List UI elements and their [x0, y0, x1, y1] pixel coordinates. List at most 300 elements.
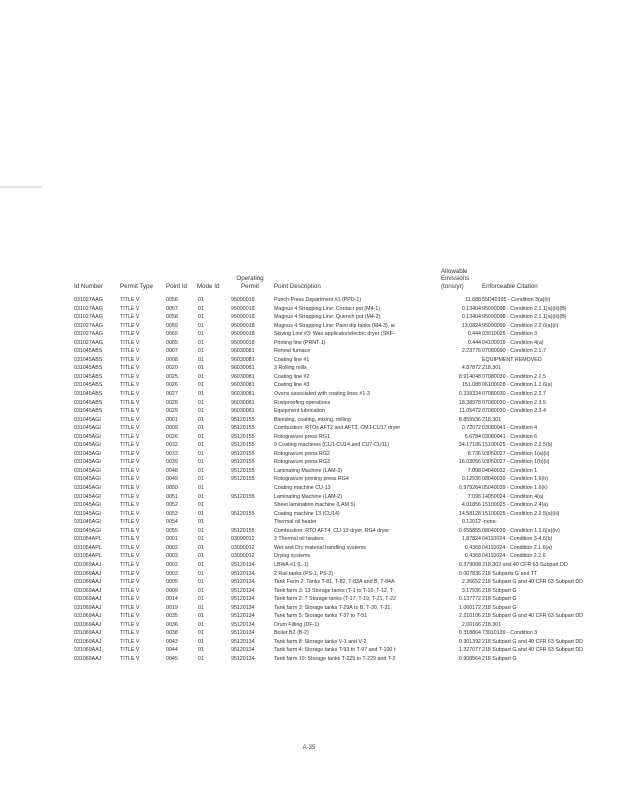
table-row [0, 629, 618, 638]
cell-mode-id: 01 [198, 613, 204, 620]
cell-id-number: 031069AAJ [74, 655, 102, 662]
cell-point-id: 0009 [166, 425, 178, 432]
cell-point-description: Thermal oil heater [274, 519, 317, 526]
cell-emissions: 0.4368 [464, 553, 481, 560]
cell-permit-type: TITLE V [120, 331, 140, 338]
cell-id-number: 031045AGI [74, 433, 101, 440]
cell-point-description: Rotogravure press RG2 [274, 450, 330, 457]
cell-operating-permit: 95120134 [231, 587, 255, 594]
cell-operating-permit: 96030081 [231, 373, 255, 380]
cell-point-description: Tank farm 3: Storage tanks T-29A to B, T-30, T-31, [274, 604, 392, 611]
table-row [0, 296, 618, 305]
cell-point-description: Punch Press Department #1 (PPD-1) [274, 297, 362, 303]
cell-permit-type: TITLE V [120, 314, 140, 321]
cell-operating-permit: 95120134 [231, 630, 255, 637]
cell-point-description: Ovens associated with coating lines #1-3 [274, 391, 370, 398]
header-id-number: Id Number [74, 282, 103, 290]
cell-emissions: 0.444 [467, 331, 481, 338]
header-permit-type: Permit Type [120, 282, 153, 290]
cell-emissions: 1.87824 [461, 536, 481, 543]
cell-citation: 93050027 - Condition 1(b)(ii) [482, 459, 550, 466]
cell-operating-permit: 95120155 [231, 442, 255, 449]
cell-id-number: 031069AAJ [74, 579, 102, 586]
cell-emissions: 2.23776 [461, 348, 481, 355]
cell-citation: 07080090 - Condition 2.1.7 [482, 348, 546, 355]
cell-mode-id: 01 [198, 647, 204, 654]
cell-point-id: 0029 [166, 408, 178, 415]
cell-mode-id: 01 [198, 356, 204, 363]
cell-citation: 218 Subpart G [482, 587, 517, 594]
cell-point-id: 0001 [166, 536, 178, 543]
cell-citation: 04110024 - Condition 3-4.6(b) [482, 536, 553, 543]
table-row [0, 604, 618, 613]
cell-point-description: Sheet lamination machine (LAM 5) [274, 502, 356, 509]
cell-operating-permit: 95120155 [231, 416, 255, 423]
cell-emissions: 3.17936 [461, 587, 481, 594]
header-point-id: Point Id [166, 282, 187, 290]
cell-emissions: 7.098 [467, 467, 481, 474]
cell-permit-type: TITLE V [120, 527, 140, 534]
cell-emissions: 11.688 [465, 297, 481, 303]
cell-point-description: Coating machine CU-13 [274, 485, 331, 492]
cell-id-number: 031045ABS [74, 348, 103, 355]
cell-id-number: 031045AGI [74, 442, 101, 449]
cell-operating-permit: 95090018 [231, 314, 255, 321]
cell-id-number: 031027AAG [74, 322, 103, 329]
cell-citation: 218 Subpart G and 40 CFR 63 Subpart DD [482, 613, 583, 620]
cell-permit-type: TITLE V [120, 604, 140, 611]
table-row [0, 535, 618, 544]
header-mode-id: Mode Id [197, 282, 220, 290]
cell-citation: 15100025 - Condition 2.2.5(b) [482, 442, 553, 449]
cell-mode-id: 01 [198, 365, 204, 372]
cell-point-description: Rotogravure press RG3 [274, 459, 330, 466]
cell-point-id: 0050 [166, 485, 178, 492]
cell-point-id: 0026 [166, 433, 178, 440]
table-row [0, 578, 618, 587]
cell-mode-id: 01 [198, 391, 204, 398]
table-row [0, 501, 618, 510]
table-row [0, 313, 618, 322]
cell-mode-id: 01 [198, 485, 204, 492]
scan-mark [0, 186, 42, 188]
cell-mode-id: 01 [198, 604, 204, 611]
cell-emissions: 0.908564 [458, 655, 481, 662]
cell-operating-permit: 96030081 [231, 391, 255, 398]
cell-operating-permit: 95120155 [231, 425, 255, 432]
permit-table [0, 296, 618, 664]
cell-operating-permit: 95120134 [231, 604, 255, 611]
cell-mode-id: 01 [198, 655, 204, 662]
table-row [0, 612, 618, 621]
cell-mode-id: 01 [198, 621, 204, 628]
cell-citation: 15100025 - Condition 2.2.5(a)(iii) [482, 510, 560, 517]
cell-point-description: Coating line #3 [274, 382, 310, 389]
cell-emissions: 8.736 [467, 450, 481, 457]
cell-point-description: Drying systems [274, 553, 311, 560]
cell-emissions: 0.12012 [461, 519, 481, 526]
cell-citation: 218 Subpart G [482, 604, 517, 611]
cell-point-description: 2 Rail tanks (PS-1, PS-2) [274, 570, 334, 577]
cell-operating-permit: 03090012 [231, 544, 255, 551]
cell-point-id: 0085 [166, 339, 178, 346]
header-operating-permit: Operating Permit [236, 275, 264, 290]
cell-mode-id: 01 [198, 399, 204, 406]
cell-citation: 07080030 - Condition 2.2.5 [482, 373, 546, 380]
cell-id-number: 031045ABS [74, 408, 103, 415]
cell-mode-id: 01 [198, 519, 204, 526]
cell-point-id: 0001 [166, 416, 178, 423]
cell-operating-permit: 95090018 [231, 297, 255, 303]
cell-permit-type: TITLE V [120, 638, 140, 645]
cell-citation: 07080030 - Condition 2.3.4 [482, 408, 546, 415]
cell-citation: 05040039 - Condition 1.6(k) [482, 485, 548, 492]
table-row [0, 330, 618, 339]
cell-point-description: Tank farm 5: Storage tanks T-37 to T-51 [274, 613, 368, 620]
cell-citation: 218 Subparts G and TT [482, 570, 538, 577]
cell-operating-permit: 95120134 [231, 621, 255, 628]
cell-point-id: 0035 [166, 613, 178, 620]
cell-emissions: 8.914048 [458, 373, 481, 380]
cell-id-number: 031045AGI [74, 527, 101, 534]
cell-permit-type: TITLE V [120, 510, 140, 517]
cell-permit-type: TITLE V [120, 544, 140, 551]
cell-emissions: 0.979264 [458, 485, 481, 492]
cell-point-id: 0036 [166, 621, 178, 628]
cell-id-number: 031054APL [74, 536, 102, 543]
cell-id-number: 031045AGI [74, 450, 101, 457]
cell-point-description: Magnus 4 Strapping Line: Quench pot (M4-2) [274, 314, 381, 321]
cell-operating-permit: 95090018 [231, 331, 255, 338]
cell-citation: 06100028 - Condition 1.1.6(a) [482, 382, 553, 389]
cell-permit-type: TITLE V [120, 536, 140, 543]
cell-point-id: 0008 [166, 356, 178, 363]
cell-point-description: Rotogravure press RG1 [274, 433, 330, 440]
cell-operating-permit: 96030081 [231, 348, 255, 355]
cell-permit-type: TITLE V [120, 579, 140, 586]
cell-point-description: Laminating Machine (LAM-3) [274, 467, 343, 474]
cell-point-id: 0009 [166, 587, 178, 594]
cell-emissions: 0.339334 [458, 391, 481, 398]
cell-mode-id: 01 [198, 339, 204, 346]
table-row [0, 484, 618, 493]
cell-point-description: Tank farm 3: 13 Storage tanks (T-1 to T-10, T-12, T- [274, 587, 395, 594]
cell-point-description: Reheat furnace [274, 348, 311, 355]
cell-citation: 218 Subpart G [482, 655, 517, 662]
cell-operating-permit: 95120134 [231, 570, 255, 577]
table-row [0, 510, 618, 519]
cell-permit-type: TITLE V [120, 655, 140, 662]
cell-mode-id: 01 [198, 348, 204, 355]
cell-mode-id: 01 [198, 570, 204, 577]
table-row [0, 356, 618, 365]
cell-permit-type: TITLE V [120, 382, 140, 389]
cell-citation: 93050027 - Condition 1(a)(ii) [482, 450, 550, 457]
header-enforceable-citation: Enforceable Citation [482, 282, 538, 290]
cell-operating-permit: 95120155 [231, 493, 255, 500]
cell-emissions: 0.13404 [461, 305, 481, 312]
cell-operating-permit: 95090018 [231, 339, 255, 346]
cell-id-number: 031069AAJ [74, 621, 102, 628]
cell-permit-type: TITLE V [120, 356, 140, 363]
header-point-description: Point Description [274, 282, 321, 290]
table-row [0, 339, 618, 348]
cell-emissions: 18.38978 [458, 399, 481, 406]
cell-emissions: 0.379008 [458, 561, 481, 568]
cell-emissions: 4.01856 [461, 502, 481, 509]
cell-point-description: 3 Rolling mills [274, 365, 307, 372]
table-row [0, 390, 618, 399]
cell-citation: 218.302 and 40 CFR 63 Subpart DD [482, 561, 568, 568]
cell-citation: EQUIPMENT REMOVED [482, 356, 542, 363]
cell-permit-type: TITLE V [120, 322, 140, 329]
cell-point-description: LBWA #1 (L-1) [274, 561, 309, 568]
cell-point-id: 0039 [166, 459, 178, 466]
cell-point-description: Wet and Dry material handling systems [274, 544, 367, 551]
cell-permit-type: TITLE V [120, 408, 140, 415]
cell-mode-id: 01 [198, 305, 204, 312]
table-row [0, 544, 618, 553]
cell-id-number: 031045AGI [74, 493, 101, 500]
cell-mode-id: 01 [198, 527, 204, 534]
cell-citation: -none- [482, 519, 498, 526]
cell-permit-type: TITLE V [120, 450, 140, 457]
cell-point-description: Boiler B2 (B-2) [274, 630, 309, 637]
cell-id-number: 031069AAJ [74, 570, 102, 577]
cell-id-number: 031069AAJ [74, 587, 102, 594]
cell-id-number: 031069AAJ [74, 630, 102, 637]
cell-mode-id: 01 [198, 416, 204, 423]
cell-point-description: Tank farm 2: 7 Storage tanks (T-17, T-19, T-21, T-22 [274, 596, 396, 603]
table-row [0, 467, 618, 476]
cell-point-description: 3 Thermal oil heaters [274, 536, 324, 543]
table-row [0, 424, 618, 433]
cell-emissions: 0.13404 [461, 314, 481, 321]
table-row [0, 433, 618, 442]
cell-permit-type: TITLE V [120, 442, 140, 449]
cell-id-number: 031045AGI [74, 502, 101, 509]
cell-point-id: 0045 [166, 655, 178, 662]
cell-operating-permit: 03090012 [231, 536, 255, 543]
cell-point-id: 0044 [166, 647, 178, 654]
cell-operating-permit: 95120134 [231, 655, 255, 662]
table-row [0, 638, 618, 647]
cell-id-number: 031045AGI [74, 510, 101, 517]
cell-id-number: 031045ABS [74, 391, 103, 398]
cell-point-description: Magnus 4 Strapping Line: Contact pot (M4-1) [274, 305, 380, 312]
cell-permit-type: TITLE V [120, 613, 140, 620]
cell-id-number: 031045AGI [74, 467, 101, 474]
cell-point-id: 0059 [166, 322, 178, 329]
cell-permit-type: TITLE V [120, 365, 140, 372]
cell-id-number: 031054APL [74, 553, 102, 560]
table-row [0, 527, 618, 536]
cell-citation: 04040032 - Condition 1 [482, 467, 538, 474]
table-row [0, 450, 618, 459]
cell-citation: 218 Subpart G and 40 CFR 63 Subpart DD [482, 579, 583, 586]
table-row [0, 364, 618, 373]
cell-operating-permit: 95120155 [231, 433, 255, 440]
cell-emissions: 0.4368 [464, 544, 481, 551]
cell-point-id: 0038 [166, 630, 178, 637]
cell-point-id: 0003 [166, 553, 178, 560]
cell-point-id: 0065 [166, 331, 178, 338]
cell-operating-permit: 95120134 [231, 613, 255, 620]
cell-operating-permit: 95120155 [231, 450, 255, 457]
cell-permit-type: TITLE V [120, 467, 140, 474]
table-row [0, 587, 618, 596]
cell-operating-permit: 95120134 [231, 561, 255, 568]
cell-permit-type: TITLE V [120, 630, 140, 637]
cell-point-id: 0025 [166, 373, 178, 380]
cell-permit-type: TITLE V [120, 493, 140, 500]
cell-id-number: 031045AGI [74, 416, 101, 423]
cell-point-id: 0054 [166, 519, 178, 526]
cell-permit-type: TITLE V [120, 416, 140, 423]
cell-citation: 218 Subpart G and 40 CFR 63 Subpart DD [482, 638, 583, 645]
header-allowable-emissions: Allowable Emissions (tons/yr) [441, 267, 470, 290]
cell-point-description: Combustion: RTO AFT4, CU-13 dryer, RG4 dryer [274, 527, 390, 534]
cell-permit-type: TITLE V [120, 297, 140, 303]
cell-point-id: 0028 [166, 399, 178, 406]
cell-emissions: 1.327077 [458, 647, 481, 654]
cell-operating-permit: 95090018 [231, 305, 255, 312]
cell-citation: 95090098 - Condition 2.1.1(a)(iii)(B) [482, 305, 567, 312]
cell-id-number: 031069AAJ [74, 561, 102, 568]
cell-id-number: 031027AAG [74, 314, 103, 321]
cell-point-description: Printing line (PRNT-1) [274, 339, 326, 346]
cell-citation: 03080041 - Condition 6 [482, 433, 538, 440]
cell-point-id: 0058 [166, 314, 178, 321]
cell-id-number: 031045AGI [74, 485, 101, 492]
table-row [0, 458, 618, 467]
table-row [0, 595, 618, 604]
cell-mode-id: 01 [198, 433, 204, 440]
cell-operating-permit: 95120134 [231, 596, 255, 603]
table-row [0, 646, 618, 655]
cell-emissions: 2.00166 [461, 621, 481, 628]
cell-point-id: 0020 [166, 365, 178, 372]
cell-permit-type: TITLE V [120, 519, 140, 526]
cell-emissions: 13.0824 [461, 322, 481, 329]
cell-mode-id: 01 [198, 596, 204, 603]
cell-point-id: 0051 [166, 493, 178, 500]
cell-point-description: Tank farm 4: Storage tanks T-93 to T-97 and T-100 t [274, 647, 396, 654]
table-row [0, 475, 618, 484]
cell-id-number: 031069AAJ [74, 596, 102, 603]
cell-permit-type: TITLE V [120, 348, 140, 355]
cell-mode-id: 01 [198, 553, 204, 560]
cell-id-number: 031045ABS [74, 373, 103, 380]
cell-point-description: Blending, coating, mixing, milling [274, 416, 351, 423]
cell-point-id: 0007 [166, 348, 178, 355]
cell-point-id: 0056 [166, 297, 178, 303]
cell-permit-type: TITLE V [120, 561, 140, 568]
cell-mode-id: 01 [198, 587, 204, 594]
cell-emissions: 14.58128 [458, 510, 481, 517]
cell-permit-type: TITLE V [120, 373, 140, 380]
cell-operating-permit: 95120134 [231, 647, 255, 654]
cell-id-number: 031045AGI [74, 476, 101, 483]
cell-mode-id: 01 [198, 476, 204, 483]
cell-point-id: 0005 [166, 579, 178, 586]
cell-emissions: 1.060172 [458, 604, 481, 611]
cell-point-id: 0026 [166, 382, 178, 389]
cell-permit-type: TITLE V [120, 502, 140, 509]
cell-point-id: 0002 [166, 561, 178, 568]
cell-citation: 73010139 - Condition 3 [482, 630, 538, 637]
table-row [0, 305, 618, 314]
cell-permit-type: TITLE V [120, 621, 140, 628]
cell-operating-permit: 96030081 [231, 399, 255, 406]
table-row [0, 416, 618, 425]
cell-mode-id: 01 [198, 579, 204, 586]
cell-permit-type: TITLE V [120, 485, 140, 492]
cell-id-number: 031045AGI [74, 459, 101, 466]
cell-mode-id: 01 [198, 544, 204, 551]
cell-id-number: 031045AGI [74, 519, 101, 526]
cell-point-description: Tank farm 8: Storage tanks V-1 and V-2 [274, 638, 367, 645]
cell-permit-type: TITLE V [120, 570, 140, 577]
cell-point-id: 0057 [166, 305, 178, 312]
cell-citation: 15100025 - Condition 2.4(a) [482, 502, 548, 509]
cell-emissions: 2.36652 [461, 579, 481, 586]
cell-citation: 08040039 - Condition 1.1.6(a)(iv) [482, 527, 560, 534]
cell-permit-type: TITLE V [120, 425, 140, 432]
cell-permit-type: TITLE V [120, 587, 140, 594]
cell-id-number: 031069AAJ [74, 613, 102, 620]
cell-mode-id: 01 [198, 314, 204, 321]
cell-citation: 55D40105 - Condition 3(a)(ii) [482, 297, 551, 303]
cell-id-number: 031045ABS [74, 382, 103, 389]
cell-point-description: Tank farm 10: Storage tanks T-225 to T-229 and T-2 [274, 655, 396, 662]
cell-operating-permit: 96030081 [231, 365, 255, 372]
cell-point-id: 0053 [166, 510, 178, 517]
cell-mode-id: 01 [198, 450, 204, 457]
cell-point-description: Drum Filling (DF-1) [274, 621, 320, 628]
cell-citation: 218.301 [482, 416, 502, 423]
table-row [0, 493, 618, 502]
cell-point-id: 0052 [166, 502, 178, 509]
cell-point-id: 0033 [166, 450, 178, 457]
cell-point-description: Coating machine 13 (CU14) [274, 510, 340, 517]
cell-operating-permit: 95120155 [231, 459, 255, 466]
cell-emissions: 4.87872 [461, 365, 481, 372]
cell-emissions: 8.859936 [458, 416, 481, 423]
cell-mode-id: 01 [198, 459, 204, 466]
cell-operating-permit: 95120155 [231, 527, 255, 534]
cell-emissions: 34.17186 [458, 442, 481, 449]
cell-citation: 04110024 - Condition 2.1.6(a) [482, 544, 552, 551]
cell-point-id: 0003 [166, 570, 178, 577]
cell-emissions: 0.318864 [458, 630, 481, 637]
cell-operating-permit: 95120155 [231, 476, 255, 483]
cell-emissions: 2.210106 [458, 613, 481, 620]
cell-emissions: 16.03056 [458, 459, 481, 466]
cell-id-number: 031069AAJ [74, 638, 102, 645]
cell-emissions: 0.137772 [458, 596, 481, 603]
cell-point-id: 0014 [166, 596, 178, 603]
table-header [0, 256, 618, 294]
cell-permit-type: TITLE V [120, 391, 140, 398]
cell-point-description: Laminating Machine (LAM-2) [274, 493, 343, 500]
cell-mode-id: 01 [198, 493, 204, 500]
cell-citation: 03010025 - Condition 3 [482, 331, 538, 338]
cell-emissions: 0.655855 [458, 527, 481, 534]
cell-citation: 07080030 - Condition 2.2.7 [482, 391, 546, 398]
cell-citation: 218.301 [482, 621, 502, 628]
cell-mode-id: 01 [198, 442, 204, 449]
